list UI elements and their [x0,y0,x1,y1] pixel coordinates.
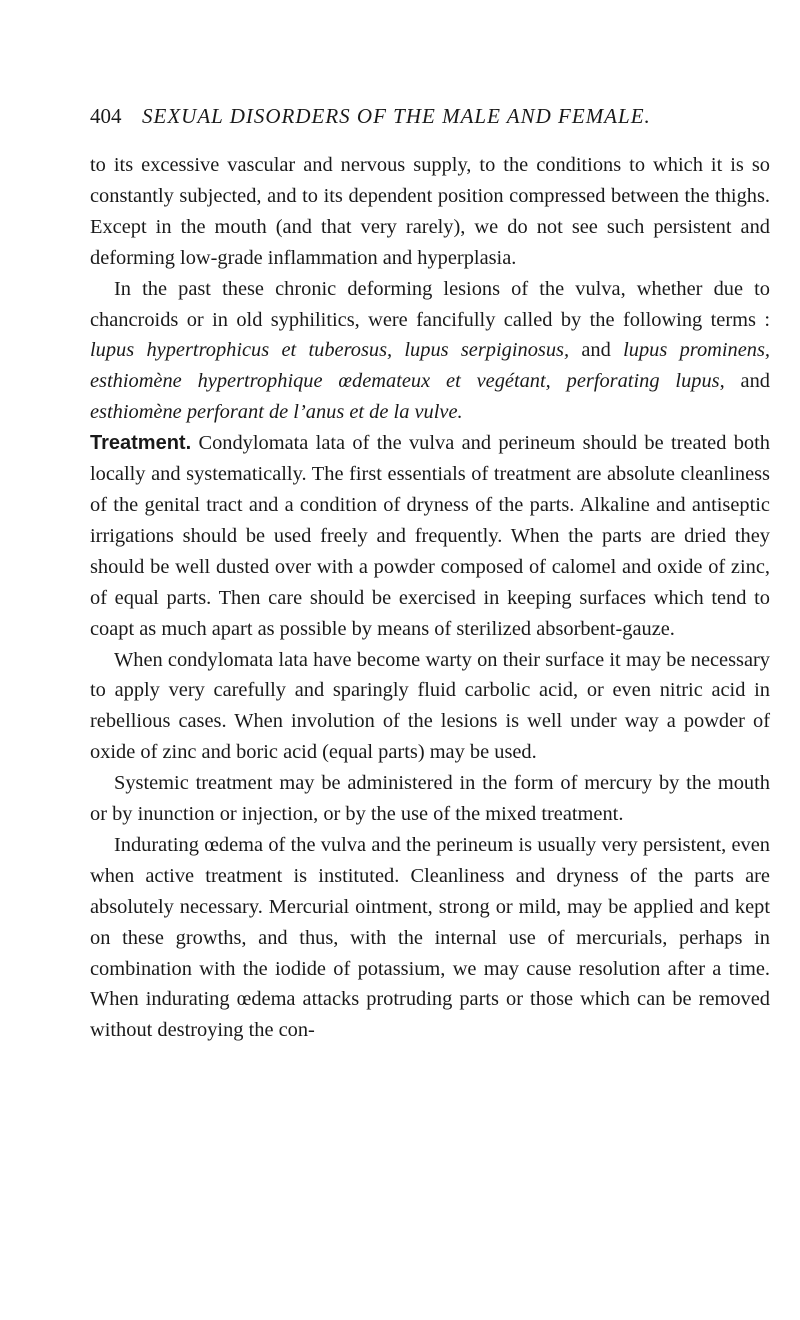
paragraph-continuation: to its excessive vascular and nervous supply, to the conditions to which it is so constantly subjected, and to its dependent position compressed between the thighs. Except in the mouth (and that very rarely), we do not see such persistent and deforming low-grade inflammation and hyperplasia. [90,154,770,269]
paragraph-indurating-oedema: Indurating œdema of the vulva and the perineum is usually very persistent, even when active treatment is instituted. Cleanliness and dryness of the parts are absolutely necessary. Mercurial ointment, strong or mild, may be applied and kept on these growths, and thus, with the internal use of mercurials, perhaps in combination with the iodide of potassium, we may cause resolution after a time. When indurating œdema attacks protruding parts or those which can be removed without destroying the con- [90,833,770,1042]
body-text [90,150,770,1046]
lesion-term-3: esthiomène perforant de l’anus et de la vulve. [90,401,463,424]
lesion-term-2: lupus prominens, esthiomène hypertrophique œdemateux et vegétant, perforating lupus, [90,339,771,393]
paragraph-systemic-treatment: Systemic treatment may be administered in the form of mercury by the mouth or by inunction or injection, or by the use of the mixed treatment. [90,772,770,826]
conjunction-2: and [724,370,770,393]
page-number: 404 [90,104,122,128]
lesion-term-1: lupus hypertrophicus et tuberosus, lupus serpiginosus, [90,339,570,362]
paragraph-treatment [90,428,770,644]
paragraph-lesion-names [90,274,770,429]
treatment-text: Condylomata lata of the vulva and perineum should be treated both locally and systematically. The first essentials of treatment are absolute cleanliness of the genital tract and a condition of dryness of the parts. Alkaline and antiseptic irrigations should be used freely and frequently. When the parts are dried they should be well dusted over with a powder composed of calomel and oxide of zinc, of equal parts. Then care should be exercised in keeping surfaces which tend to coapt as much apart as possible by means of sterilized absorbent-gauze. [90,432,770,640]
running-head: SEXUAL DISORDERS OF THE MALE AND FEMALE. [142,104,651,128]
conjunction-1: and [569,339,624,362]
lesion-names-intro: In the past these chronic deforming lesions of the vulva, whether due to chancroids or in old syphilitics, were fancifully called by the following terms : [90,277,770,331]
paragraph-warty-condylomata: When condylomata lata have become warty on their surface it may be necessary to apply very carefully and sparingly fluid carbolic acid, or even nitric acid in rebellious cases. When involution of the lesions is well under way a powder of oxide of zinc and boric acid (equal parts) may be used. [90,648,770,764]
page-header [90,104,770,134]
treatment-heading: Treatment. [90,432,192,455]
